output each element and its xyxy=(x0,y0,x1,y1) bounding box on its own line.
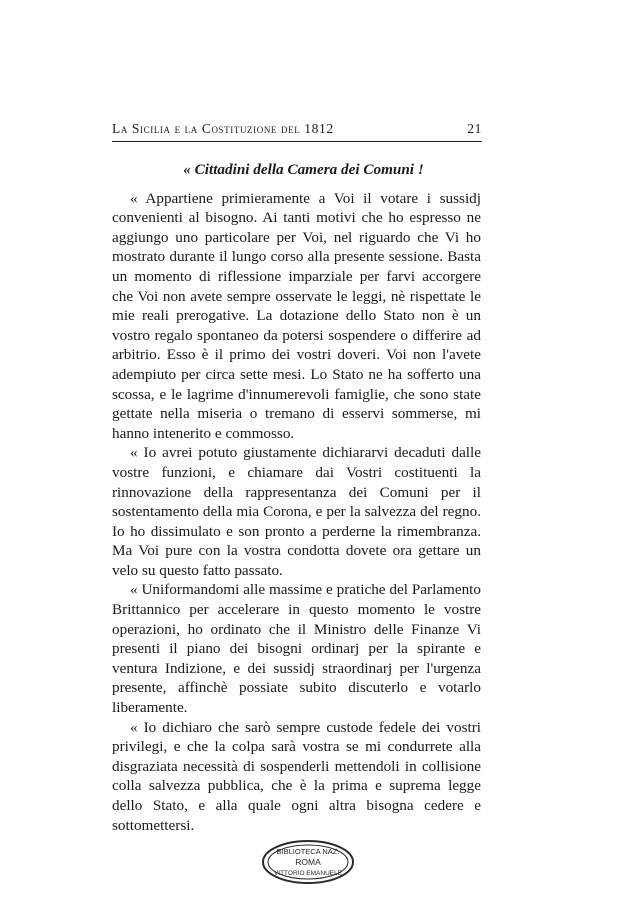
page-number: 21 xyxy=(467,121,482,136)
running-title: La Sicilia e la Costituzione del 1812 xyxy=(112,121,334,136)
library-stamp-graphic xyxy=(260,838,356,886)
stamp-line-3: VITTORIO EMANUELE xyxy=(273,870,343,877)
header-rule xyxy=(112,141,482,142)
paragraph-1: « Appartiene primieramente a Voi il votare i sussidj convenienti al bisogno. Ai tanti motivi che ho espresso ne aggiungo uno particolare per Voi, nel riguardo che Vi ho mostrato durante il lungo corso alla presente sessione. Basta un momento di riflessione imparziale per farvi accorgere che Voi non avete sempre osservate le leggi, nè rispettate le mie reali prerogative. La dotazione dello Stato non è un vostro regalo spontaneo da potersi sospendere o differire ad arbitrio. Esso è il primo dei vostri doveri. Voi non l'avete adempiuto per circa sette mesi. Lo Stato ne ha sofferto una scossa, e le lagrime d'innumerevoli famiglie, che sono state gettate nella miseria o tremano di esservi sommerse, mi hanno intenerito e commosso. xyxy=(112,189,481,442)
stamp-line-2: ROMA xyxy=(295,857,321,867)
paragraph-3: « Uniformandomi alle massime e pratiche del Parlamento Brittannico per accelerare in questo momento le vostre operazioni, ho ordinato che il Ministro delle Finanze Vi presenti il piano dei bisogni ordinarj per la spirante e ventura Indizione, e dei sussidj straordinarj per l'urgenza presente, affinchè possiate subito discuterlo e votarlo liberamente. xyxy=(112,581,481,717)
running-head xyxy=(112,121,482,137)
stamp-line-1: BIBLIOTECA NAZ. xyxy=(276,847,340,856)
body-text xyxy=(112,160,481,835)
paragraph-2: « Io avrei potuto giustamente dichiararvi decaduti dalle vostre funzioni, e chiamare dai Vostri costituenti la rinnovazione della rappresentanza dei Comuni per il sostentamento della mia Corona, e per la salvezza del regno. Io ho dissimulato e son pronto a perderne la rimembranza. Ma Voi pure con la vostra condotta dovete ora gettare un velo su questo fatto passato. xyxy=(112,444,481,579)
address-heading: « Cittadini della Camera dei Comuni ! xyxy=(183,161,424,178)
paragraph-4: « Io dichiaro che sarò sempre custode fedele dei vostri privilegi, e che la colpa sarà vostra se mi condurrete alla disgraziata necessità di sospenderli mettendoli in collisione colla salvezza pubblica, che è la prima e suprema legge dello Stato, e alla quale ogni altra bisogna cedere e sottomettersi. xyxy=(112,718,481,834)
library-stamp xyxy=(260,838,356,886)
